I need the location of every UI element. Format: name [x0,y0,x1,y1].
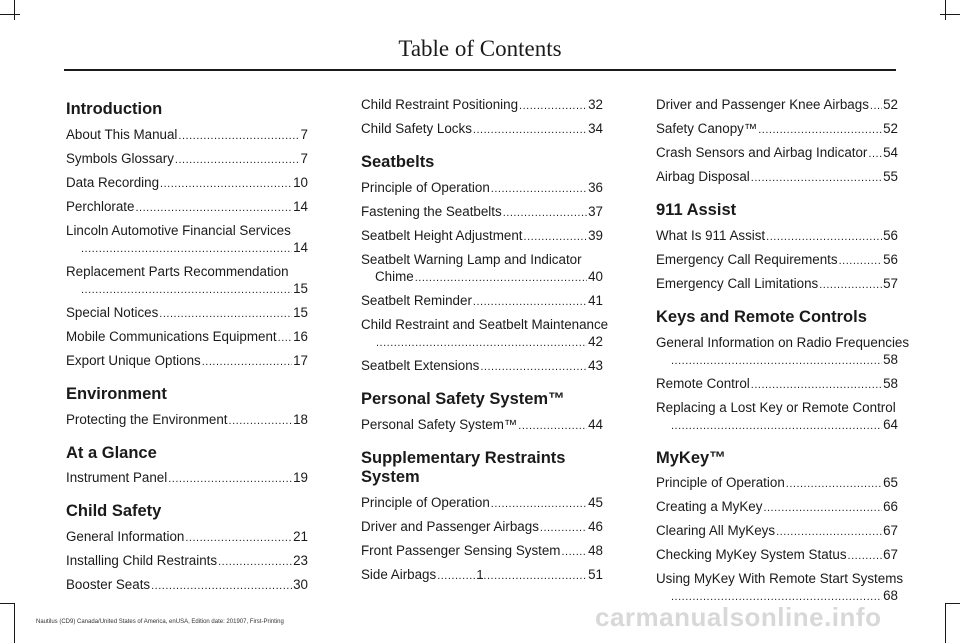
toc-page-number: 64 [883,416,898,432]
toc-page-number: 67 [883,547,898,563]
toc-entry-row [656,251,898,270]
toc-column-3 [656,96,910,611]
toc-entry-title-line: Seatbelt Warning Lamp and Indicator [361,251,582,267]
toc-page-number: 66 [883,499,898,515]
toc-entry[interactable] [361,179,603,198]
toc-entry-title-line: General Information on Radio Frequencies [656,334,910,350]
toc-entry-title: Remote Control [656,375,750,391]
toc-entry[interactable] [361,518,603,537]
toc-page-number: 56 [883,251,898,267]
dot-leader [473,294,587,311]
toc-entry-title: Booster Seats [66,577,151,593]
toc-entry-row [656,546,898,565]
toc-entry-title: Child Restraint Positioning [361,97,519,112]
toc-entry[interactable] [66,222,308,258]
toc-page-number: 56 [883,227,898,243]
dot-leader [848,548,883,565]
dot-leader [561,544,587,561]
toc-page-number: 14 [293,198,308,214]
toc-entry-row [361,494,603,513]
dot-leader [870,98,882,115]
dot-leader [766,229,882,246]
toc-page-number: 39 [588,227,603,243]
toc-page-number: 57 [883,275,898,291]
toc-entry-row [66,126,308,145]
toc-entry-title: Driver and Passenger Airbags [361,519,539,535]
toc-entry[interactable] [66,263,308,299]
toc-entry-title: Seatbelt Extensions [361,357,480,373]
toc-entry[interactable] [656,334,910,370]
toc-page-number: 21 [293,529,308,545]
toc-entry-row [656,227,898,246]
toc-entry-row [656,144,898,163]
toc-page-number: 55 [883,169,898,184]
toc-entry[interactable] [66,328,308,347]
toc-entry[interactable] [361,203,603,222]
dot-leader [786,476,882,493]
dot-leader [519,98,587,115]
dot-leader [473,122,587,139]
toc-entry-row [66,198,308,217]
toc-entry[interactable] [656,144,898,163]
toc-entry-row [66,411,308,430]
toc-entry-title: Emergency Call Limitations [656,275,819,291]
toc-entry[interactable] [361,357,603,376]
dot-leader [540,520,587,537]
toc-entry[interactable] [361,494,603,513]
toc-entry-title: Symbols Glossary [66,150,174,166]
toc-entry-title: Personal Safety System™ [361,416,518,432]
toc-entry-row [66,304,308,323]
toc-entry[interactable] [656,120,898,139]
toc-entry[interactable] [656,96,898,115]
toc-page-number: 44 [588,416,603,432]
toc-entry-row [656,120,898,139]
toc-page-number: 68 [883,588,898,604]
toc-entry-title-line: Replacing a Lost Key or Remote Control [656,399,896,415]
dot-leader [160,176,292,193]
toc-entry-row [361,357,603,376]
dot-leader [503,205,587,222]
title-rule [64,69,896,71]
dot-leader [491,496,587,513]
toc-entry-row [656,522,898,541]
toc-page-number: 58 [883,351,898,367]
dot-leader [671,418,882,435]
footer-edition: Nautilus (CD9) Canada/United States of America, enUSA, Edition date: 201907, First-Printing [36,619,284,625]
toc-entry-title: Clearing All MyKeys [656,523,776,539]
toc-entry[interactable] [656,474,898,493]
toc-entry[interactable] [66,469,308,488]
toc-entry-row [66,150,308,169]
section-heading: Supplementary Restraints System [361,448,566,487]
toc-page-number: 15 [293,280,308,296]
toc-entry[interactable] [66,150,308,169]
dot-leader [185,530,292,547]
toc-page-number: 67 [883,523,898,539]
watermark: carmanualsonline.info [595,602,882,632]
toc-entry-row [656,416,898,435]
toc-entry[interactable] [66,126,308,145]
crop-mark-top-right-v [945,0,946,20]
toc-page-number: 7 [300,126,308,142]
dot-leader [81,282,292,299]
toc-entry[interactable] [66,528,308,547]
toc-entry-title: Seatbelt Height Adjustment [361,227,523,243]
toc-column-2 [361,96,609,590]
toc-page-number: 17 [293,352,308,368]
toc-entry-row [66,469,308,488]
crop-mark-bottom-left-h [0,603,15,604]
toc-page-number: 52 [883,121,898,136]
toc-entry-row [361,518,603,537]
dot-leader [376,335,587,352]
toc-entry-row [656,168,898,187]
dot-leader [524,229,588,246]
toc-entry-title: Airbag Disposal [656,169,750,184]
toc-entry-title: Principle of Operation [656,475,785,491]
toc-entry[interactable] [361,96,603,115]
toc-entry-title: Seatbelt Reminder [361,292,472,308]
toc-entry-row [66,328,308,347]
toc-entry[interactable] [656,522,898,541]
dot-leader [480,359,587,376]
toc-page-number: 32 [588,97,603,112]
section-heading: Personal Safety System™ [361,389,565,408]
toc-entry-row [66,239,308,258]
section-heading: Child Safety [66,502,162,521]
section-heading: Environment [66,384,167,403]
toc-entry-row [656,96,898,115]
toc-entry[interactable] [66,411,308,430]
toc-entry-title: Driver and Passenger Knee Airbags [656,97,869,112]
toc-entry-row [361,179,603,198]
dot-leader [518,418,587,435]
toc-entry-title: Installing Child Restraints [66,553,218,569]
toc-entry-title: Mobile Communications Equipment [66,328,277,344]
dot-leader [159,306,292,323]
toc-page-number: 52 [883,97,898,112]
toc-entry[interactable] [66,174,308,193]
toc-entry-title: General Information [66,529,185,545]
dot-leader [229,413,293,430]
toc-entry-title-line: Using MyKey With Remote Start Systems [656,571,904,587]
toc-entry-row [66,352,308,371]
toc-page-number: 51 [588,567,603,583]
crop-mark-top-right-h [940,14,960,15]
toc-page-number: 42 [588,333,603,349]
toc-page-number: 40 [588,268,603,284]
dot-leader [671,353,882,370]
dot-leader [178,128,299,145]
toc-entry-title: Perchlorate [66,198,135,214]
toc-page-number: 37 [588,203,603,219]
toc-entry-title-line: Replacement Parts Recommendation [66,263,289,279]
toc-entry-title: Principle of Operation [361,495,490,511]
section-heading: MyKey™ [656,448,726,467]
toc-page-number: 16 [293,328,308,344]
toc-entry-row [66,280,308,299]
toc-entry-row [66,528,308,547]
toc-entry[interactable] [656,375,898,394]
toc-entry[interactable] [656,275,898,294]
toc-entry-row [361,416,603,435]
toc-page-number: 30 [293,577,308,593]
dot-leader [868,146,882,163]
dot-leader [751,170,882,187]
toc-entry-title: About This Manual [66,126,178,142]
toc-entry-title: Data Recording [66,174,160,190]
dot-leader [415,270,587,287]
dot-leader [202,354,292,371]
crop-mark-bottom-right-v [945,603,946,643]
toc-page-number: 19 [293,470,308,486]
toc-page-number: 58 [883,375,898,391]
toc-entry-row [656,275,898,294]
section-heading: Keys and Remote Controls [656,307,867,326]
toc-entry-title: Crash Sensors and Airbag Indicator [656,145,868,160]
dot-leader [758,122,882,139]
toc-entry[interactable] [656,399,898,435]
toc-entry-row [361,292,603,311]
toc-page-number: 15 [293,304,308,320]
toc-entry-row [656,351,898,370]
toc-page-number: 23 [293,553,308,569]
crop-mark-top-left-v [14,0,15,20]
toc-entry-row [361,227,603,246]
section-heading: Introduction [66,100,163,118]
toc-entry-title: Fastening the Seatbelts [361,203,502,219]
toc-entry[interactable] [656,546,898,565]
toc-entry[interactable] [656,498,898,517]
dot-leader [819,277,882,294]
toc-entry[interactable] [361,292,603,311]
toc-entry[interactable] [361,251,603,287]
toc-entry[interactable] [361,316,609,352]
toc-entry-row [361,96,603,115]
toc-entry-title: Principle of Operation [361,179,490,195]
crop-mark-top-left-h [0,14,20,15]
toc-entry[interactable] [361,542,603,561]
toc-page-number: 10 [293,174,308,190]
toc-page-number: 18 [293,411,308,427]
toc-entry[interactable] [656,251,898,270]
toc-page-number: 45 [588,495,603,511]
dot-leader [491,181,587,198]
toc-entry-row [656,375,898,394]
toc-entry-title-line: Child Restraint and Seatbelt Maintenance [361,316,609,332]
toc-entry-title: Protecting the Environment [66,411,228,427]
toc-entry[interactable] [66,304,308,323]
crop-mark-bottom-right-h [945,603,960,604]
toc-entry[interactable] [361,120,603,139]
toc-entry-title: Front Passenger Sensing System [361,543,561,559]
toc-entry-row [361,333,603,352]
toc-entry[interactable] [361,416,603,435]
dot-leader [135,200,292,217]
toc-entry-title: Chime [375,268,414,284]
toc-page-number: 46 [588,519,603,535]
toc-entry-row [361,542,603,561]
toc-entry-title: What Is 911 Assist [656,227,766,243]
toc-entry-title: Instrument Panel [66,470,168,486]
toc-entry[interactable] [66,198,308,217]
toc-page-number: 14 [293,239,308,255]
toc-entry-title: Safety Canopy™ [656,121,758,136]
toc-page-number: 41 [588,292,603,308]
dot-leader [839,253,883,270]
toc-column-1 [66,96,308,600]
toc-page-number: 54 [883,145,898,160]
dot-leader [278,330,292,347]
toc-entry-row [66,174,308,193]
toc-entry-title: Special Notices [66,304,159,320]
toc-page-number: 65 [883,475,898,491]
toc-entry-row [361,268,603,287]
toc-entry-title: Export Unique Options [66,352,201,368]
crop-mark-bottom-left-v [14,603,15,643]
toc-entry-title: Checking MyKey System Status [656,547,847,563]
toc-entry-row [656,474,898,493]
toc-entry-row [361,203,603,222]
page-title: Table of Contents [398,36,562,61]
dot-leader [175,152,300,169]
toc-entry[interactable] [656,168,898,187]
toc-entry-title: Emergency Call Requirements [656,251,838,267]
toc-entry[interactable] [66,352,308,371]
section-heading: At a Glance [66,443,157,462]
toc-entry-title: Child Safety Locks [361,121,472,136]
toc-page-number: 48 [588,543,603,559]
dot-leader [81,241,292,258]
toc-entry-title-line: Lincoln Automotive Financial Services [66,222,291,238]
toc-page-number: 36 [588,179,603,195]
page-number: 1 [476,567,484,582]
section-heading: 911 Assist [656,201,737,219]
toc-entry[interactable] [361,227,603,246]
toc-page-number: 43 [588,357,603,373]
toc-entry-row [656,498,898,517]
toc-entry-title: Side Airbags [361,567,437,583]
toc-page-number: 7 [300,150,308,166]
dot-leader [751,377,882,394]
toc-page-number: 34 [588,121,603,136]
toc-entry-row [361,120,603,139]
toc-entry-title: Creating a MyKey [656,499,763,515]
dot-leader [776,524,882,541]
dot-leader [168,471,292,488]
section-heading: Seatbelts [361,153,435,171]
dot-leader [763,500,882,517]
toc-entry[interactable] [656,227,898,246]
